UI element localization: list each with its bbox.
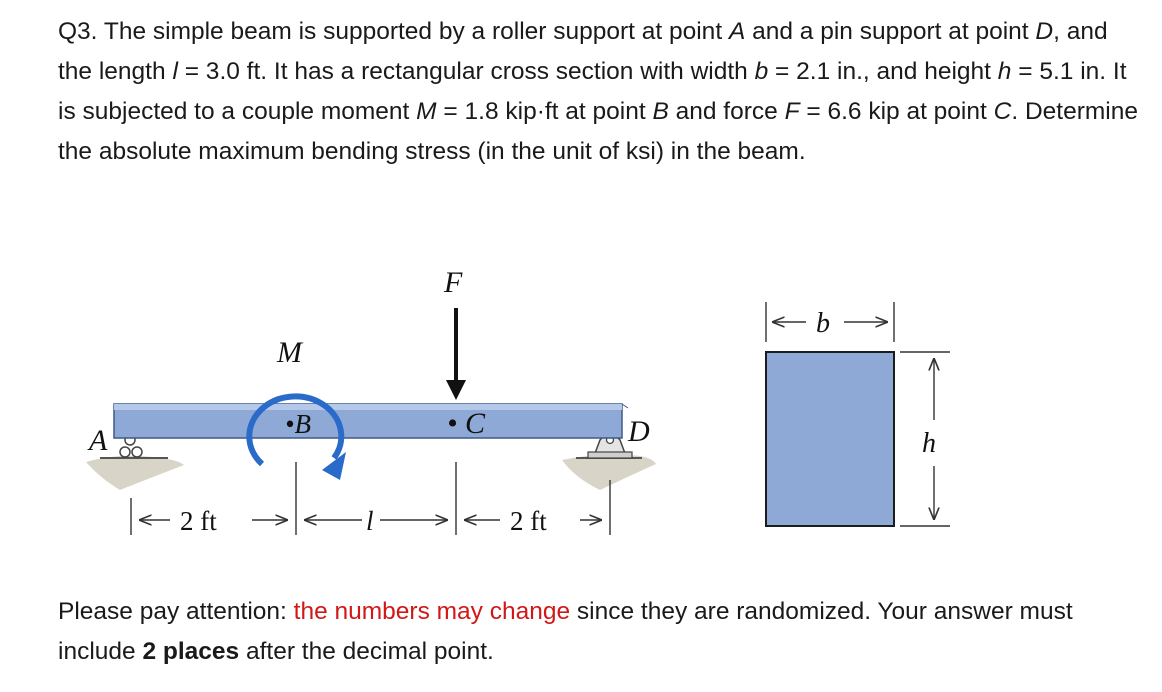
dim-right-label: 2 ft bbox=[510, 506, 547, 536]
label-D: D bbox=[628, 415, 650, 448]
note-segment: after the decimal point. bbox=[239, 638, 494, 665]
label-C: • C bbox=[447, 407, 486, 440]
question-segment: , and the length bbox=[58, 18, 1108, 85]
question-segment: = 5.1 in. It is subjected to a couple moment bbox=[58, 58, 1127, 125]
note-text bbox=[58, 592, 1138, 672]
question-segment: and a pin support at point bbox=[745, 18, 1036, 45]
beam bbox=[114, 404, 628, 438]
label-B: •B bbox=[285, 409, 311, 439]
var-B: B bbox=[652, 98, 669, 125]
ground-right bbox=[562, 455, 656, 490]
var-C: C bbox=[993, 98, 1012, 125]
var-h: h bbox=[997, 58, 1012, 85]
var-F: F bbox=[784, 98, 800, 125]
dim-left-label: 2 ft bbox=[180, 506, 217, 536]
label-h: h bbox=[922, 428, 936, 459]
var-b: b bbox=[754, 58, 769, 85]
note-segment: Please pay attention: bbox=[58, 598, 294, 625]
question-segment: Q3. The simple beam is supported by a roller support at point bbox=[58, 18, 729, 45]
note-highlight: the numbers may change bbox=[293, 598, 571, 625]
var-l: l bbox=[172, 58, 178, 85]
var-M: M bbox=[416, 98, 437, 125]
note-bold: 2 places bbox=[142, 638, 240, 665]
label-b: b bbox=[816, 308, 830, 339]
force-arrow bbox=[446, 308, 466, 400]
note-segment: since they are randomized. Your answer must include bbox=[58, 598, 1073, 665]
question-segment: and force bbox=[668, 98, 785, 125]
ground-left bbox=[86, 456, 184, 490]
label-A: A bbox=[89, 424, 108, 457]
question-segment: = 1.8 kip·ft at point bbox=[436, 98, 653, 125]
label-M: M bbox=[277, 336, 302, 369]
var-D: D bbox=[1035, 18, 1054, 45]
question-segment: = 3.0 ft. It has a rectangular cross section with width bbox=[177, 58, 755, 85]
var-A: A bbox=[728, 18, 746, 45]
question-segment: = 2.1 in., and height bbox=[768, 58, 998, 85]
label-F: F bbox=[444, 266, 463, 299]
dim-mid-label: l bbox=[366, 506, 374, 536]
cross-section bbox=[766, 352, 894, 526]
question-segment: . Determine the absolute maximum bending stress (in the unit of ksi) in the beam. bbox=[58, 98, 1138, 165]
question-segment: = 6.6 kip at point bbox=[799, 98, 994, 125]
